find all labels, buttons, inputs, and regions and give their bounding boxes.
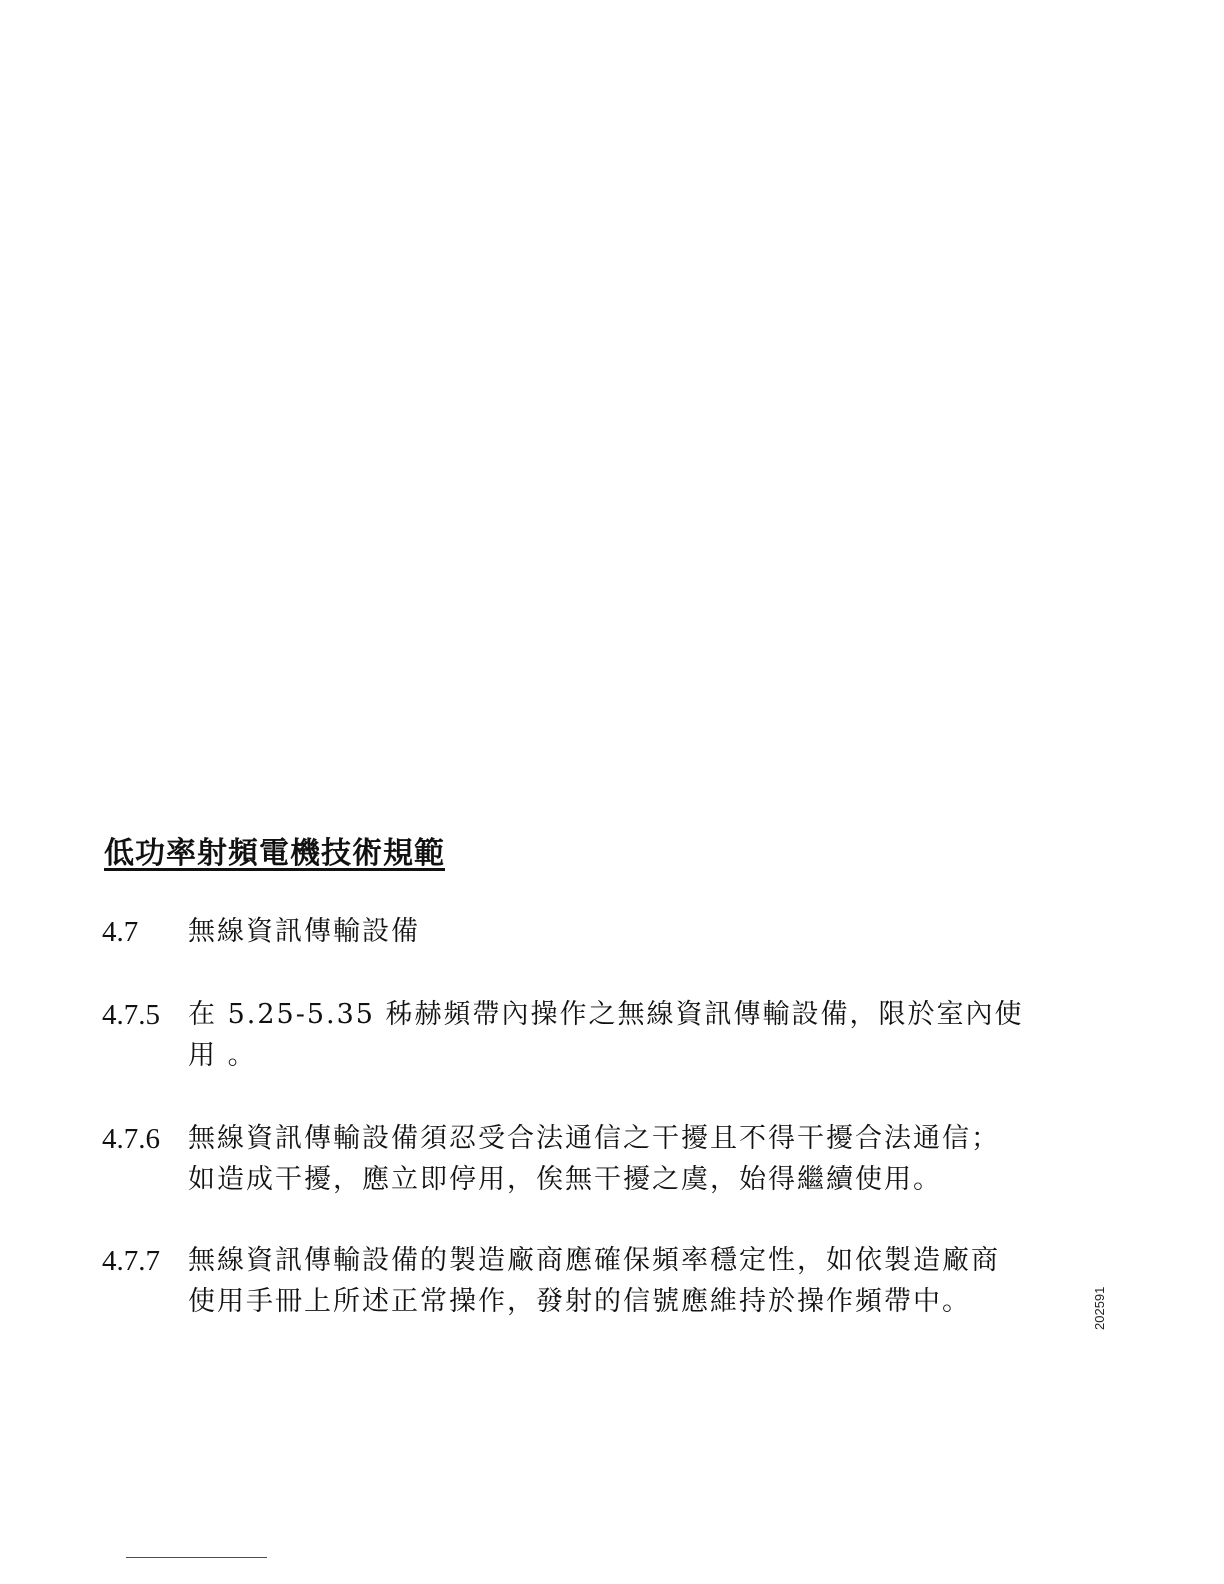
section-number: 4.7.5 [102, 999, 160, 1031]
section-text-line2: 用 。 [188, 1040, 257, 1071]
footnote-divider [126, 1557, 267, 1558]
section-text-line2: 如造成干擾，應立即停用，俟無干擾之虞，始得繼續使用。 [188, 1164, 942, 1195]
section-text-line1: 無線資訊傳輸設備的製造廠商應確保頻率穩定性，如依製造廠商 [188, 1245, 1000, 1276]
section-text-line1: 無線資訊傳輸設備 [188, 916, 420, 947]
section-number: 4.7.7 [102, 1245, 160, 1277]
figure-code: 202591 [1092, 1286, 1107, 1330]
section-text-line1: 無線資訊傳輸設備須忍受合法通信之干擾且不得干擾合法通信； [188, 1123, 1000, 1154]
section-number: 4.7.6 [102, 1123, 160, 1155]
section-number: 4.7 [102, 916, 139, 948]
section-text-line1: 在 5.25-5.35 秭赫頻帶內操作之無線資訊傳輸設備，限於室內使 [188, 999, 1024, 1030]
section-text-line2: 使用手冊上所述正常操作，發射的信號應維持於操作頻帶中。 [188, 1286, 971, 1317]
document-title: 低功率射頻電機技術規範 [104, 836, 445, 871]
